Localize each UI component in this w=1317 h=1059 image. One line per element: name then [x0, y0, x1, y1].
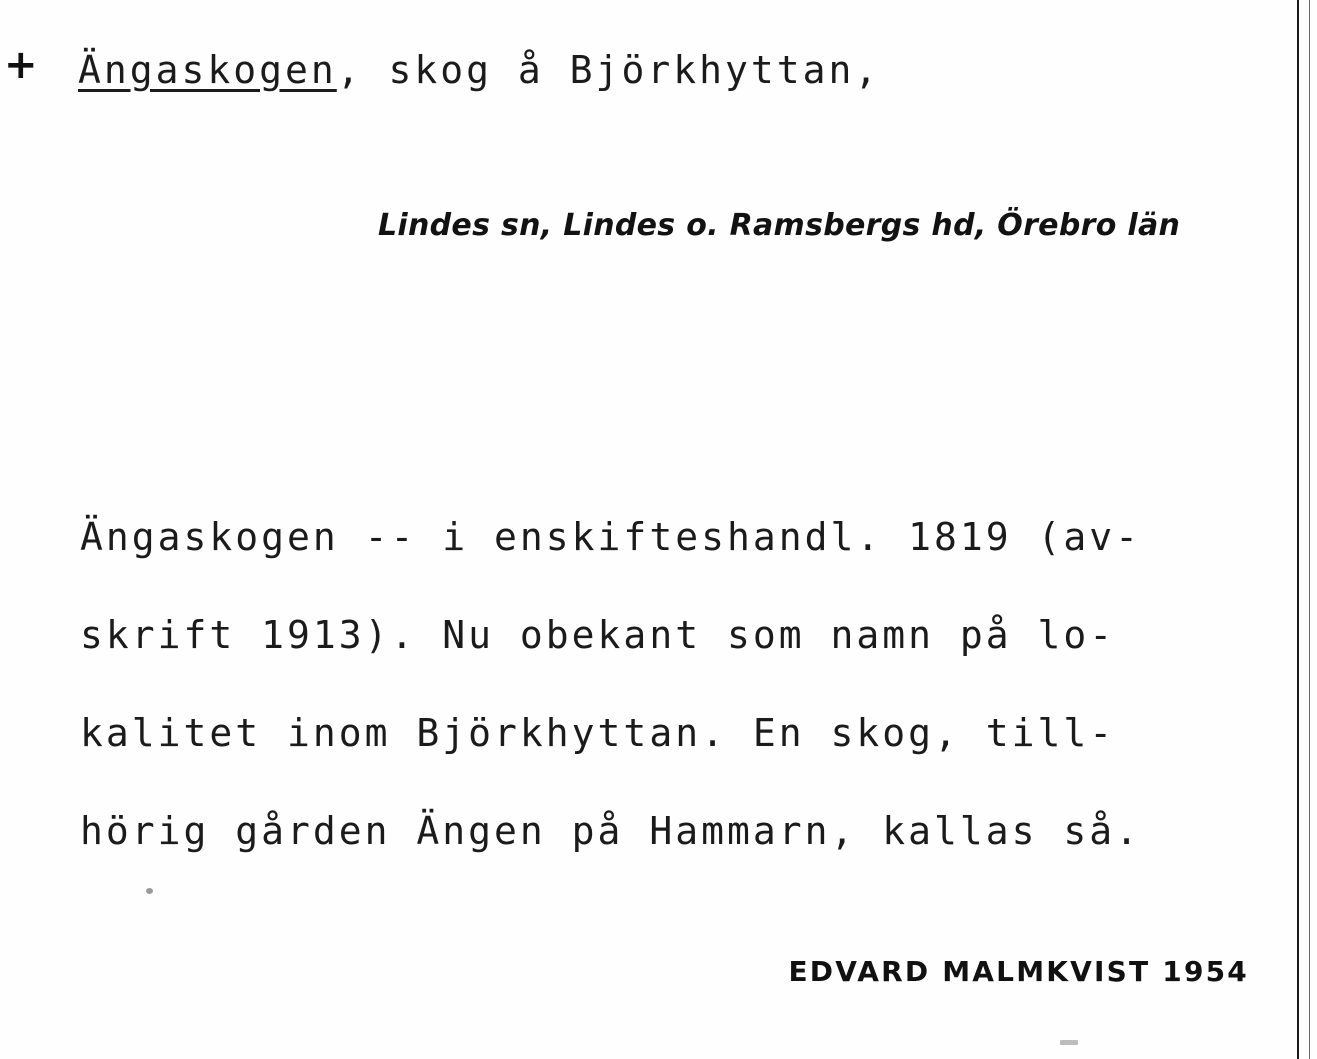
signature: EDVARD MALMKVIST 1954: [788, 955, 1249, 988]
plus-mark-icon: +: [4, 42, 38, 88]
body-line: skrift 1913). Nu obekant som namn på lo-: [80, 613, 1116, 657]
locality-line: Lindes sn, Lindes o. Ramsbergs hd, Örebro län: [378, 208, 1181, 243]
headword-line: [78, 48, 880, 92]
scan-speck: [1060, 1040, 1078, 1045]
card-right-edge-rule: [1297, 0, 1299, 1059]
body-line: hörig gården Ängen på Hammarn, kallas så.: [80, 809, 1141, 853]
scan-speck: [146, 888, 153, 894]
body-line: Ängaskogen -- i enskifteshandl. 1819 (av-: [80, 515, 1141, 559]
body-line: kalitet inom Björkhyttan. En skog, till-: [80, 711, 1116, 755]
body-text: [80, 488, 1141, 880]
headword: Ängaskogen: [78, 48, 337, 92]
headword-descriptor: , skog å Björkhyttan,: [336, 48, 881, 92]
card-right-edge-rule-secondary: [1309, 0, 1310, 1059]
